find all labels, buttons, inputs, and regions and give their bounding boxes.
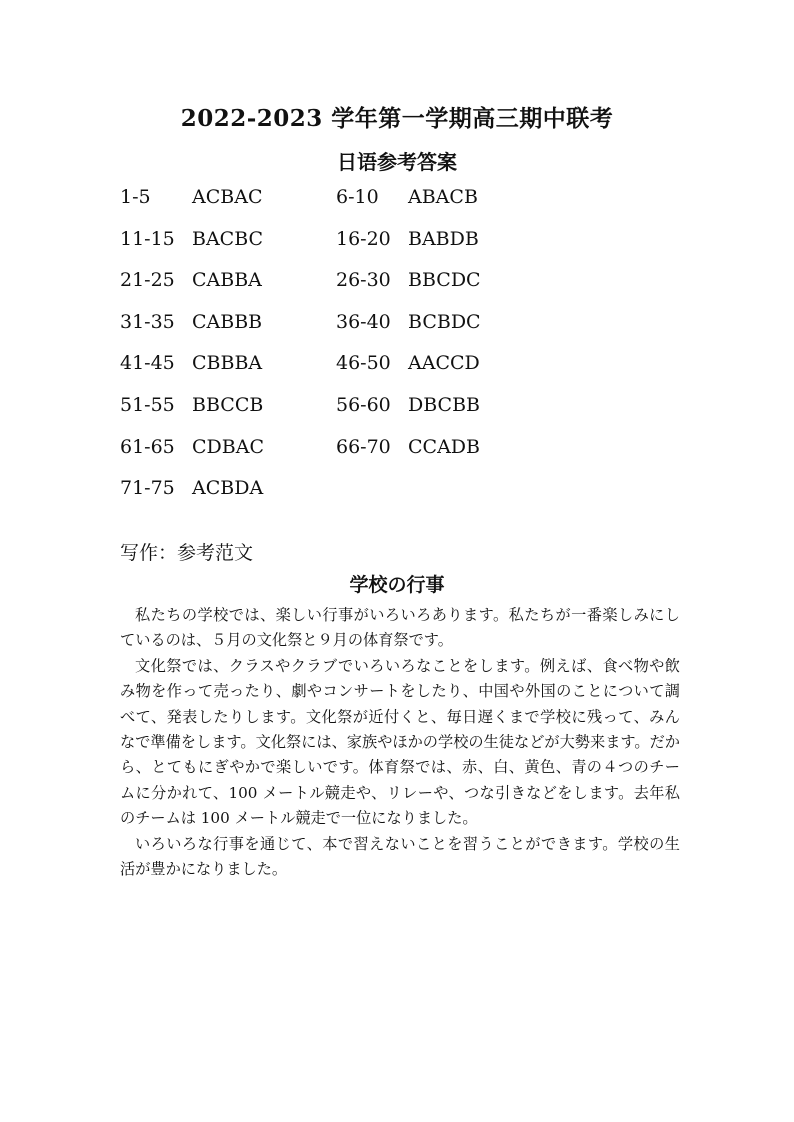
essay-title: 学校の行事	[349, 574, 445, 596]
answer-letters: CABBB	[192, 310, 263, 333]
answer-range: 41-45	[120, 352, 175, 375]
answer-letters: BBCCB	[192, 393, 264, 416]
answer-letters: ACBAC	[192, 186, 263, 208]
answer-key	[120, 186, 540, 519]
answer-letters: CABBA	[192, 269, 262, 292]
answer-range: 21-25	[120, 269, 175, 292]
answer-range: 16-20	[336, 227, 391, 250]
essay-paragraph: 文化祭では、クラスやクラブでいろいろなことをします。例えば、食べ物や飲み物を作って売ったり、劇やコンサートをしたり、中国や外国のことについて調べて、発表したりします。文化祭が近付くと、毎日遅くまで学校に残って、みんなで準備をします。文化祭には、家族やほかの学校の生徒などが大勢来ます。だから、とてもにぎやかで楽しいです。体育祭では、赤、白、黄色、青の４つのチームに分かれて、100 メートル競走や、リレーや、つな引きなどをします。去年私のチームは 100 メートル競走で一位になりました。	[120, 656, 680, 828]
answer-letters: CDBAC	[192, 435, 264, 458]
answer-row	[120, 228, 540, 270]
answer-letters: BBCDC	[408, 269, 481, 292]
answer-letters: BACBC	[192, 227, 264, 250]
writing-section-label: 写作：参考范文	[120, 542, 254, 564]
answer-row	[120, 269, 540, 311]
essay-paragraph: 私たちの学校では、楽しい行事がいろいろあります。私たちが一番楽しみにしているのは、５月の文化祭と９月の体育祭です。	[120, 606, 680, 650]
answer-letters: ACBDA	[192, 477, 264, 500]
answer-range: 26-30	[336, 269, 391, 292]
answer-range: 6-10	[336, 186, 379, 208]
answer-letters: ABACB	[408, 186, 478, 208]
answer-letters: DBCBB	[408, 393, 481, 416]
answer-row	[120, 352, 540, 394]
essay-body	[120, 603, 680, 882]
answer-row	[120, 186, 540, 228]
answer-letters: BCBDC	[408, 310, 481, 333]
answer-row	[120, 436, 540, 478]
answer-letters: CBBBA	[192, 352, 263, 375]
answer-range: 36-40	[336, 310, 391, 333]
answer-row	[120, 311, 540, 353]
answer-row	[120, 477, 540, 519]
document-title: 2022-2023 学年第一学期高三期中联考	[180, 105, 614, 132]
answer-row	[120, 394, 540, 436]
answer-range: 51-55	[120, 393, 175, 416]
document-subtitle: 日语参考答案	[337, 150, 457, 174]
answer-range: 31-35	[120, 310, 175, 333]
answer-range: 1-5	[120, 186, 151, 208]
answer-letters: AACCD	[408, 352, 480, 375]
answer-letters: BABDB	[408, 227, 479, 250]
answer-range: 46-50	[336, 352, 391, 375]
answer-range: 71-75	[120, 477, 175, 500]
answer-letters: CCADB	[408, 435, 480, 458]
answer-range: 66-70	[336, 435, 391, 458]
answer-range: 61-65	[120, 435, 175, 458]
answer-range: 11-15	[120, 227, 175, 250]
answer-range: 56-60	[336, 393, 391, 416]
essay-paragraph: いろいろな行事を通じて、本で習えないことを習うことができます。学校の生活が豊かになりました。	[120, 834, 680, 879]
